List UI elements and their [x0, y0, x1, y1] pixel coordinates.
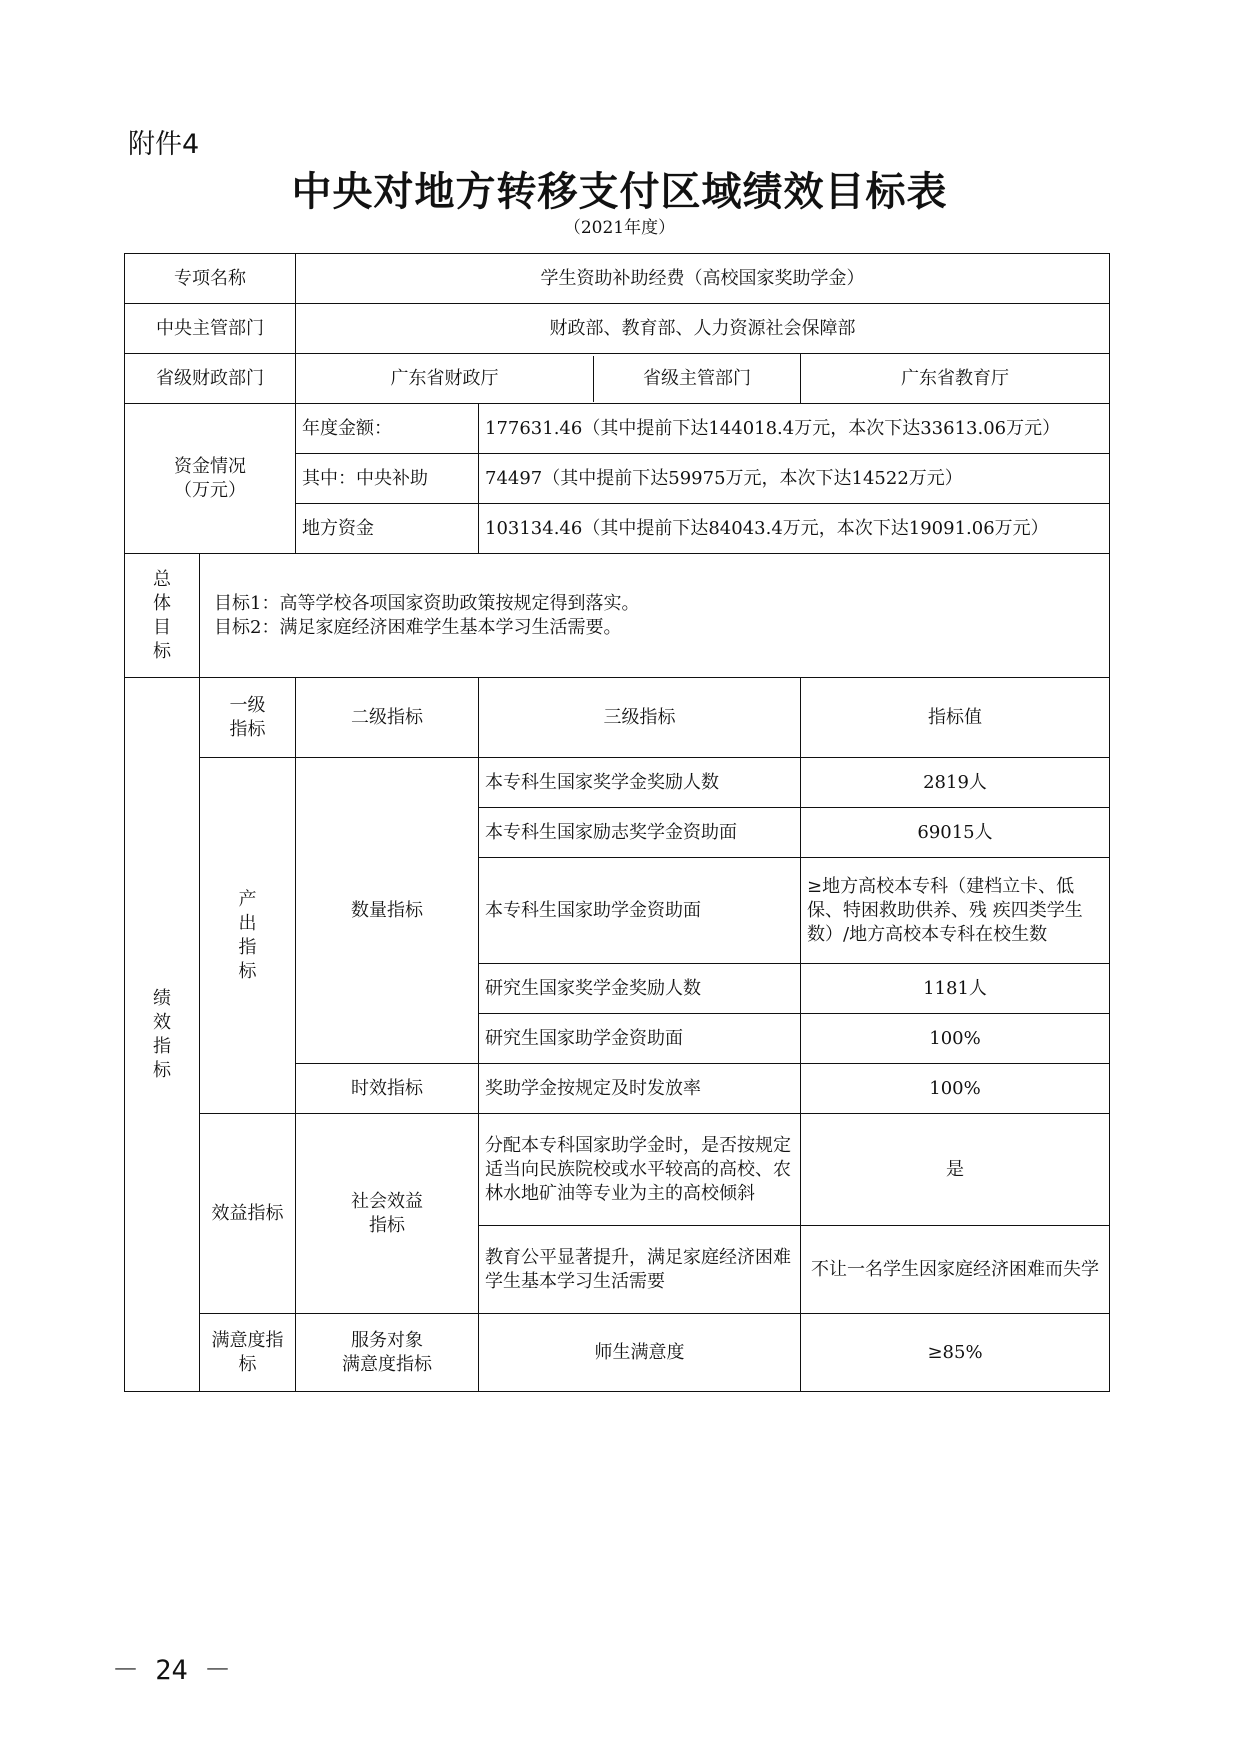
timeliness-indicators-label: 时效指标: [296, 1064, 479, 1114]
table-row: [125, 554, 1110, 678]
output-indicators-label: 产 出 指 标: [200, 758, 296, 1114]
indicator-value: ≥地方高校本专科（建档立卡、低保、特困救助供养、残 疾四类学生数）/地方高校本专科在校生数: [801, 858, 1110, 964]
header-level2: 二级指标: [296, 678, 479, 758]
indicator-name: 教育公平显著提升，满足家庭经济困难学生基本学习生活需要: [479, 1226, 801, 1314]
benefit-indicators-label: 效益指标: [200, 1114, 296, 1314]
indicator-value: 1181人: [801, 964, 1110, 1014]
indicator-name: 研究生国家助学金资助面: [479, 1014, 801, 1064]
year-subtitle: （2021年度）: [563, 218, 676, 238]
table-row: [125, 1114, 1110, 1226]
header-level3: 三级指标: [479, 678, 801, 758]
funds-label: [125, 404, 296, 554]
central-dept-label: 中央主管部门: [125, 304, 296, 354]
funds-row-value: 103134.46（其中提前下达84043.4万元，本次下达19091.06万元）: [479, 504, 1110, 554]
prov-finance-label: 省级财政部门: [125, 354, 296, 404]
indicator-name: 师生满意度: [479, 1314, 801, 1392]
indicator-value: 100%: [801, 1064, 1110, 1114]
indicator-value: 100%: [801, 1014, 1110, 1064]
indicator-value: 2819人: [801, 758, 1110, 808]
performance-target-table: [124, 253, 1110, 1392]
prov-finance-value: 广东省财政厅: [296, 356, 594, 402]
project-name-label: 专项名称: [125, 254, 296, 304]
indicator-value: 是: [801, 1114, 1110, 1226]
table-row: [125, 354, 1110, 404]
funds-label-line1: 资金情况: [174, 455, 246, 477]
indicator-name: 奖助学金按规定及时发放率: [479, 1064, 801, 1114]
table-row: [125, 1314, 1110, 1392]
project-name-value: 学生资助补助经费（高校国家奖助学金）: [296, 254, 1110, 304]
header-level1: 一级 指标: [200, 678, 296, 758]
table-row: [125, 404, 1110, 454]
goal-item: 目标1：高等学校各项国家资助政策按规定得到落实。: [214, 592, 640, 614]
funds-row-value: 177631.46（其中提前下达144018.4万元，本次下达33613.06万元）: [479, 404, 1110, 454]
funds-row-name: 地方资金: [296, 504, 479, 554]
overall-goal-content: [200, 554, 1110, 678]
table-row: [125, 758, 1110, 808]
funds-row-name: 年度金额：: [296, 404, 479, 454]
page-number: － 24 －: [112, 1655, 232, 1686]
indicator-value: ≥85%: [801, 1314, 1110, 1392]
page-title: 中央对地方转移支付区域绩效目标表: [291, 169, 948, 215]
header-value: 指标值: [801, 678, 1110, 758]
indicator-value: 不让一名学生因家庭经济困难而失学: [801, 1226, 1110, 1314]
overall-goal-label: 总 体 目 标: [125, 554, 200, 678]
indicator-name: 本专科生国家奖学金奖励人数: [479, 758, 801, 808]
funds-row-value: 74497（其中提前下达59975万元，本次下达14522万元）: [479, 454, 1110, 504]
central-dept-value: 财政部、教育部、人力资源社会保障部: [296, 304, 1110, 354]
table-row: [125, 678, 1110, 758]
goal-item: 目标2：满足家庭经济困难学生基本学习生活需要。: [214, 616, 622, 638]
funds-row-name: 其中：中央补助: [296, 454, 479, 504]
table-row: [125, 304, 1110, 354]
attachment-label: 附件4: [128, 129, 200, 160]
service-satisfaction-label: 服务对象 满意度指标: [296, 1314, 479, 1392]
table-row: [125, 254, 1110, 304]
performance-indicators-label: 绩 效 指 标: [125, 678, 200, 1392]
quantity-indicators-label: 数量指标: [296, 758, 479, 1064]
funds-label-line2: （万元）: [174, 479, 246, 501]
social-benefit-label: 社会效益 指标: [296, 1114, 479, 1314]
prov-dept-label: 省级主管部门: [643, 367, 751, 389]
indicator-value: 69015人: [801, 808, 1110, 858]
indicator-name: 分配本专科国家助学金时，是否按规定适当向民族院校或水平较高的高校、农林水地矿油等专业为主的高校倾斜: [479, 1114, 801, 1226]
indicator-name: 本专科生国家励志奖学金资助面: [479, 808, 801, 858]
indicator-name: 研究生国家奖学金奖励人数: [479, 964, 801, 1014]
prov-dept-value: 广东省教育厅: [801, 354, 1110, 404]
indicator-name: 本专科生国家助学金资助面: [479, 858, 801, 964]
satisfaction-indicators-label: 满意度指标: [200, 1314, 296, 1392]
